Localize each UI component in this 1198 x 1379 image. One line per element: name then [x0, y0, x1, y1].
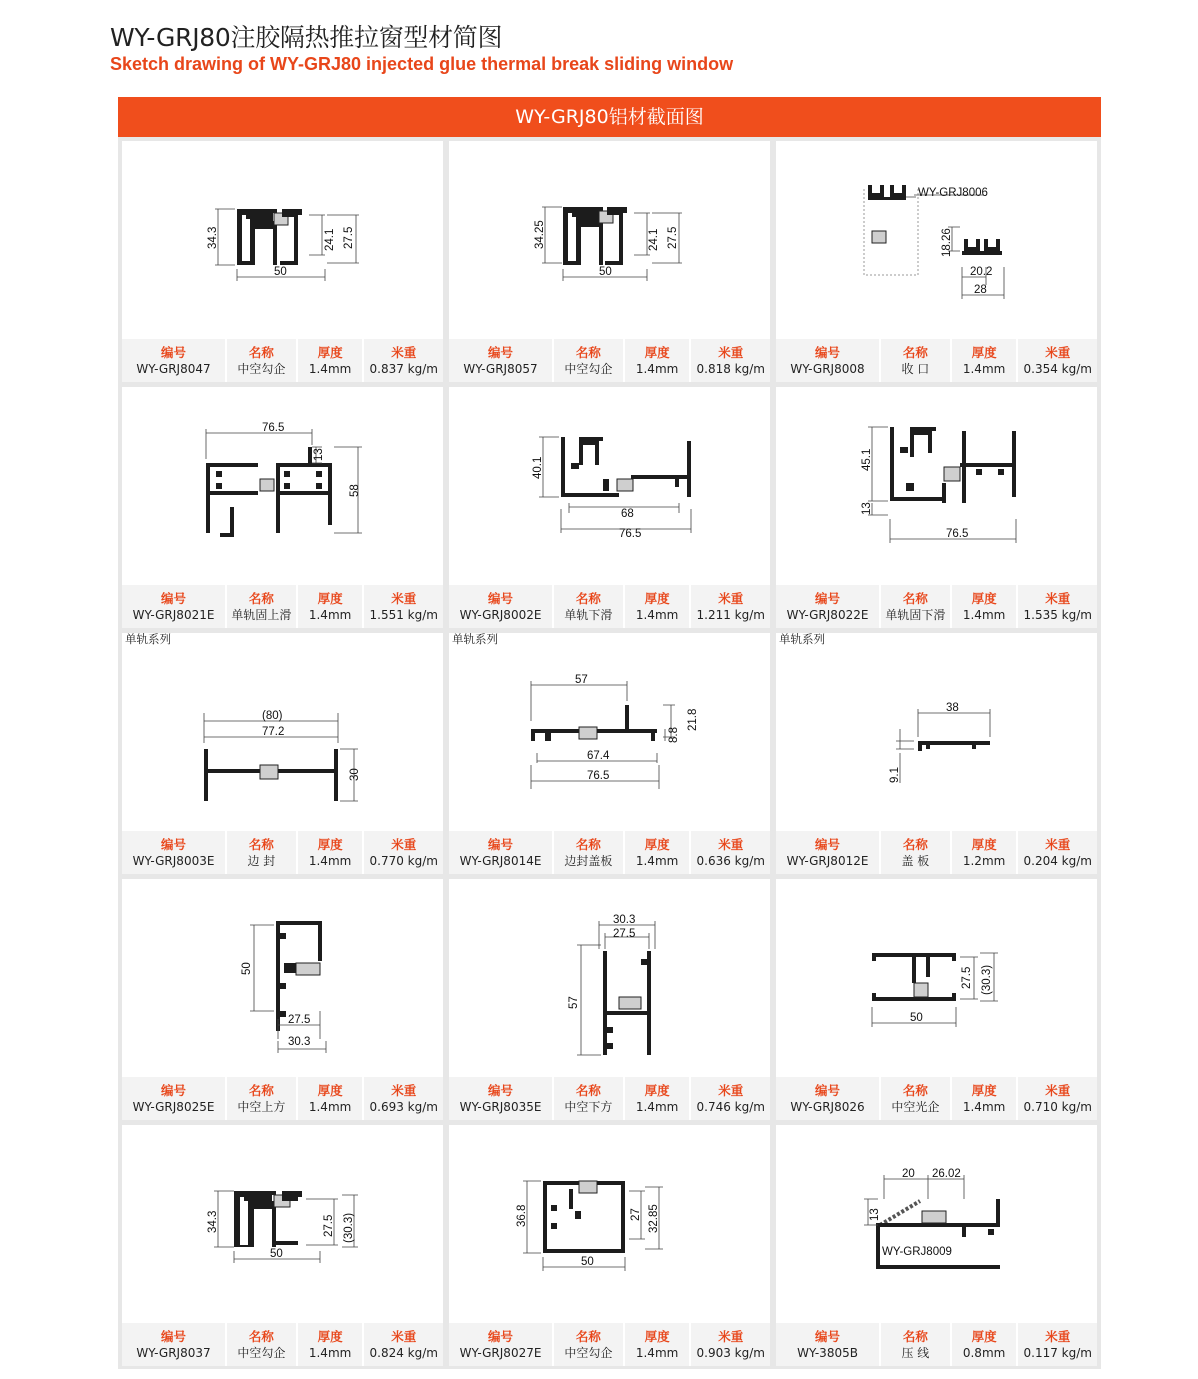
profile-thickness: 0.8mm [962, 1345, 1006, 1360]
profile-drawing [776, 387, 1097, 585]
profile-name: 中空勾企 [564, 361, 613, 376]
dimension-label: 50 [910, 1012, 923, 1024]
dimension-label: 58 [349, 484, 361, 497]
dimension-label: 24.1 [648, 228, 660, 251]
dimension-label: 27.5 [323, 1214, 335, 1237]
profile-card [122, 141, 443, 382]
profile-drawing [449, 1125, 770, 1323]
dimension-label: 38 [946, 702, 959, 714]
series-label: 单轨系列 [779, 632, 825, 646]
profile-card [776, 1125, 1097, 1366]
profile-drawing [122, 141, 443, 339]
profile-name: 盖 板 [901, 853, 930, 868]
profile-weight: 0.837 kg/m [369, 361, 438, 376]
series-label: 单轨系列 [125, 632, 171, 646]
spec-table: 编号 WY-GRJ8037 名称 中空勾企 厚度 1.4mm 米重 0.824 kg/m [122, 1323, 443, 1366]
dimension-label: 34.25 [534, 220, 546, 249]
profile-thickness: 1.4mm [308, 361, 352, 376]
spec-table: 编号 WY-3805B 名称 压 线 厚度 0.8mm 米重 0.117 kg/m [776, 1323, 1097, 1366]
profile-thickness: 1.4mm [308, 853, 352, 868]
dimension-label: WY-GRJ8009 [882, 1246, 952, 1258]
profile-name: 压 线 [901, 1345, 930, 1360]
profile-thickness: 1.4mm [635, 361, 679, 376]
dimension-label: 24.1 [324, 228, 336, 251]
profile-code: WY-GRJ8022E [786, 607, 869, 622]
series-label: 单轨系列 [452, 632, 498, 646]
spec-table: 编号 WY-GRJ8035E 名称 中空下方 厚度 1.4mm 米重 0.746 kg/m [449, 1077, 770, 1120]
spec-table: 编号 WY-GRJ8047 名称 中空勾企 厚度 1.4mm 米重 0.837 kg/m [122, 339, 443, 382]
profile-drawing [122, 633, 443, 831]
profile-code: WY-GRJ8047 [136, 361, 211, 376]
profile-weight: 0.818 kg/m [696, 361, 765, 376]
profile-name: 中空光企 [891, 1099, 940, 1114]
profile-thickness: 1.4mm [962, 1099, 1006, 1114]
dimension-label: 13 [869, 1208, 881, 1221]
section-banner: WY-GRJ80铝材截面图 [118, 97, 1101, 137]
dimension-label: (30.3) [981, 964, 993, 995]
spec-table: 编号 WY-GRJ8002E 名称 单轨下滑 厚度 1.4mm 米重 1.211 kg/m [449, 585, 770, 628]
profile-weight: 0.770 kg/m [369, 853, 438, 868]
profile-drawing [449, 879, 770, 1077]
dimension-label: WY-GRJ8006 [918, 187, 988, 199]
dimension-label: 13 [313, 448, 325, 461]
dimension-label: 50 [599, 266, 612, 278]
profile-drawing [122, 879, 443, 1077]
profile-code: WY-GRJ8025E [132, 1099, 215, 1114]
profile-weight: 0.693 kg/m [369, 1099, 438, 1114]
dimension-label: 68 [621, 508, 634, 520]
dimension-label: 21.8 [687, 708, 699, 731]
profile-thickness: 1.4mm [635, 607, 679, 622]
profile-weight: 1.535 kg/m [1023, 607, 1092, 622]
dimension-label: 76.5 [619, 528, 642, 540]
dimension-label: 9.1 [889, 767, 901, 783]
profile-code: WY-GRJ8057 [463, 361, 538, 376]
spec-table: 编号 WY-GRJ8003E 名称 边 封 厚度 1.4mm 米重 0.770 kg/m [122, 831, 443, 874]
dimension-label: 20 [902, 1168, 915, 1180]
profile-weight: 1.551 kg/m [369, 607, 438, 622]
profile-card [122, 387, 443, 628]
page-title: WY-GRJ80注胶隔热推拉窗型材简图 [110, 23, 503, 52]
profile-thickness: 1.4mm [308, 607, 352, 622]
dimension-label: 36.8 [516, 1204, 528, 1227]
spec-table: 编号 WY-GRJ8025E 名称 中空上方 厚度 1.4mm 米重 0.693 kg/m [122, 1077, 443, 1120]
dimension-label: 27 [630, 1208, 642, 1221]
profile-name: 单轨下滑 [564, 607, 613, 622]
dimension-label: 30.3 [613, 914, 636, 926]
profile-code: WY-3805B [797, 1345, 858, 1360]
dimension-label: 30.3 [288, 1036, 311, 1048]
dimension-label: 57 [568, 996, 580, 1009]
profile-drawing [122, 387, 443, 585]
dimension-label: 27.5 [961, 966, 973, 989]
profile-drawing [776, 879, 1097, 1077]
profile-card [449, 141, 770, 382]
dimension-label: 57 [575, 674, 588, 686]
profile-name: 中空勾企 [237, 1345, 286, 1360]
profile-card [449, 879, 770, 1120]
dimension-label: 76.5 [946, 528, 969, 540]
profile-weight: 0.117 kg/m [1023, 1345, 1092, 1360]
profile-name: 中空下方 [564, 1099, 613, 1114]
profile-grid [118, 137, 1101, 1369]
profile-thickness: 1.4mm [635, 853, 679, 868]
dimension-label: 67.4 [587, 750, 610, 762]
dimension-label: (30.3) [343, 1212, 355, 1243]
profile-card [122, 1125, 443, 1366]
dimension-label: (80) [262, 710, 283, 722]
profile-card [776, 141, 1097, 382]
profile-code: WY-GRJ8027E [459, 1345, 542, 1360]
dimension-label: 50 [241, 962, 253, 975]
profile-drawing [449, 633, 770, 831]
profile-code: WY-GRJ8012E [786, 853, 869, 868]
dimension-label: 45.1 [861, 448, 873, 471]
dimension-label: 76.5 [587, 770, 610, 782]
dimension-label: 32.85 [648, 1204, 660, 1233]
spec-table: 编号 WY-GRJ8027E 名称 中空勾企 厚度 1.4mm 米重 0.903 kg/m [449, 1323, 770, 1366]
dimension-label: 27.5 [613, 928, 636, 940]
profile-name: 单轨固上滑 [231, 607, 292, 622]
spec-table: 编号 WY-GRJ8022E 名称 单轨固下滑 厚度 1.4mm 米重 1.535 kg/m [776, 585, 1097, 628]
profile-code: WY-GRJ8008 [790, 361, 865, 376]
profile-code: WY-GRJ8014E [459, 853, 542, 868]
profile-code: WY-GRJ8026 [790, 1099, 865, 1114]
spec-table: 编号 WY-GRJ8057 名称 中空勾企 厚度 1.4mm 米重 0.818 kg/m [449, 339, 770, 382]
profile-weight: 0.710 kg/m [1023, 1099, 1092, 1114]
profile-drawing [122, 1125, 443, 1323]
dimension-label: 8.8 [668, 727, 680, 743]
profile-thickness: 1.4mm [962, 361, 1006, 376]
dimension-label: 13 [861, 502, 873, 515]
profile-drawing [776, 1125, 1097, 1323]
spec-table: 编号 WY-GRJ8026 名称 中空光企 厚度 1.4mm 米重 0.710 kg/m [776, 1077, 1097, 1120]
page-subtitle: Sketch drawing of WY-GRJ80 injected glue thermal break sliding window [110, 54, 734, 74]
profile-name: 中空勾企 [237, 361, 286, 376]
profile-code: WY-GRJ8035E [459, 1099, 542, 1114]
profile-card [449, 633, 770, 874]
profile-weight: 0.636 kg/m [696, 853, 765, 868]
profile-code: WY-GRJ8003E [132, 853, 215, 868]
profile-weight: 0.824 kg/m [369, 1345, 438, 1360]
profile-code: WY-GRJ8021E [132, 607, 215, 622]
profile-thickness: 1.4mm [308, 1099, 352, 1114]
dimension-label: 34.3 [207, 226, 219, 249]
dimension-label: 20.2 [970, 266, 993, 278]
dimension-label: 30 [349, 768, 361, 781]
profile-drawing [776, 633, 1097, 831]
profile-card [122, 879, 443, 1120]
dimension-label: 27.5 [343, 226, 355, 249]
profile-name: 收 口 [901, 361, 930, 376]
spec-table: 编号 WY-GRJ8012E 名称 盖 板 厚度 1.2mm 米重 0.204 kg/m [776, 831, 1097, 874]
profile-card [449, 387, 770, 628]
profile-weight: 0.746 kg/m [696, 1099, 765, 1114]
profile-thickness: 1.4mm [962, 607, 1006, 622]
dimension-label: 18.26 [941, 228, 953, 257]
spec-table: 编号 WY-GRJ8014E 名称 边封盖板 厚度 1.4mm 米重 0.636 kg/m [449, 831, 770, 874]
profile-thickness: 1.4mm [308, 1345, 352, 1360]
profile-card [122, 633, 443, 874]
profile-name: 中空上方 [237, 1099, 286, 1114]
profile-name: 边封盖板 [564, 853, 613, 868]
profile-card [449, 1125, 770, 1366]
profile-drawing [449, 387, 770, 585]
dimension-label: 40.1 [532, 456, 544, 479]
profile-weight: 0.354 kg/m [1023, 361, 1092, 376]
profile-name: 单轨固下滑 [885, 607, 946, 622]
profile-weight: 0.204 kg/m [1023, 853, 1092, 868]
profile-name: 边 封 [247, 853, 276, 868]
dimension-label: 77.2 [262, 726, 285, 738]
profile-card [776, 633, 1097, 874]
profile-name: 中空勾企 [564, 1345, 613, 1360]
profile-drawing [449, 141, 770, 339]
dimension-label: 76.5 [262, 422, 285, 434]
profile-thickness: 1.2mm [962, 853, 1006, 868]
profile-code: WY-GRJ8037 [136, 1345, 211, 1360]
dimension-label: 50 [270, 1248, 283, 1260]
profile-weight: 0.903 kg/m [696, 1345, 765, 1360]
dimension-label: 50 [274, 266, 287, 278]
dimension-label: 26.02 [932, 1168, 961, 1180]
dimension-label: 34.3 [207, 1210, 219, 1233]
spec-table: 编号 WY-GRJ8008 名称 收 口 厚度 1.4mm 米重 0.354 kg/m [776, 339, 1097, 382]
profile-card [776, 387, 1097, 628]
profile-code: WY-GRJ8002E [459, 607, 542, 622]
spec-table: 编号 WY-GRJ8021E 名称 单轨固上滑 厚度 1.4mm 米重 1.551 kg/m [122, 585, 443, 628]
profile-card [776, 879, 1097, 1120]
dimension-label: 50 [581, 1256, 594, 1268]
dimension-label: 27.5 [667, 226, 679, 249]
dimension-label: 28 [974, 284, 987, 296]
profile-drawing [776, 141, 1097, 339]
profile-thickness: 1.4mm [635, 1345, 679, 1360]
profile-weight: 1.211 kg/m [696, 607, 765, 622]
profile-thickness: 1.4mm [635, 1099, 679, 1114]
dimension-label: 27.5 [288, 1014, 311, 1026]
